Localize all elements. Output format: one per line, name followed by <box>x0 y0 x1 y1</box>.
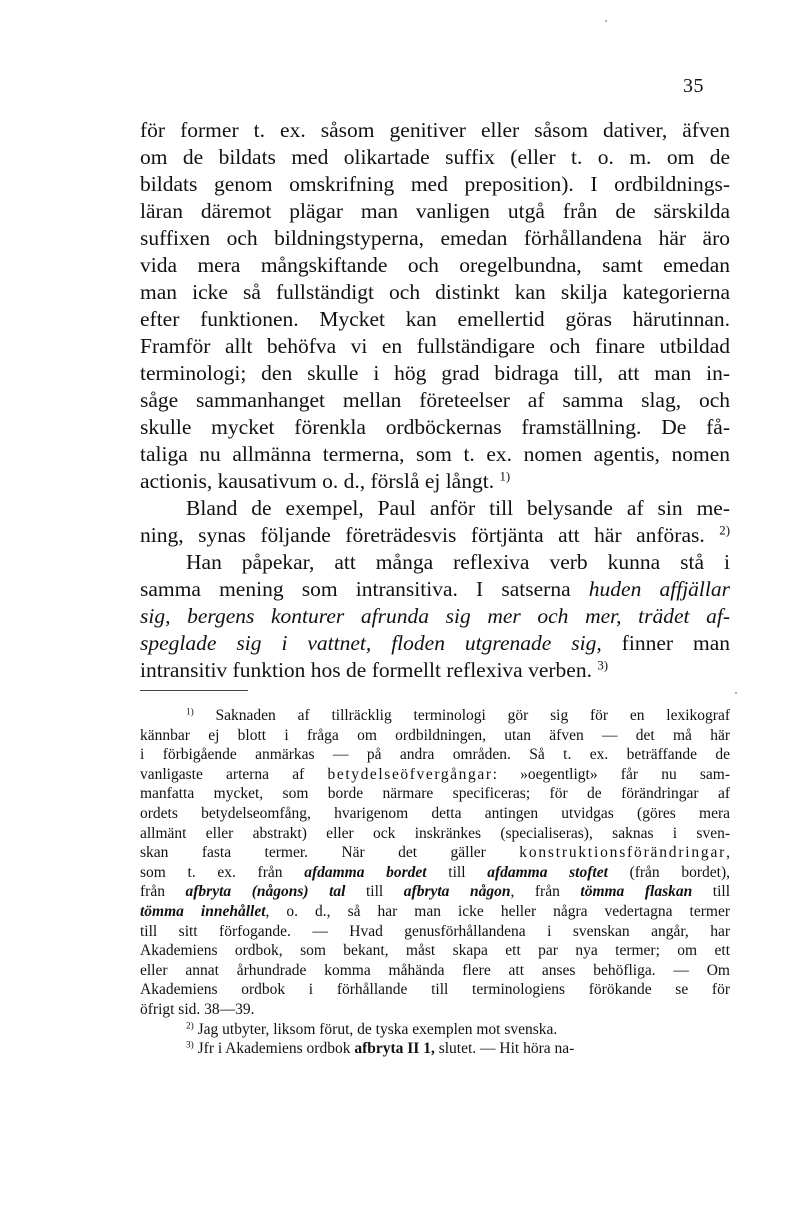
text-line: såge sammanhanget mellan företeelser af samma slag, och <box>140 388 730 412</box>
text-line: vida mera mångskiftande och oregelbundna, samt emedan <box>140 253 730 277</box>
text-line: terminologi; den skulle i hög grad bidraga till, att man in- <box>140 361 730 385</box>
footnote-line <box>140 1039 730 1059</box>
footnote-ref-3: 3) <box>597 658 609 673</box>
footnote-mark-3: 3) <box>186 1040 194 1051</box>
italic-example: speglade sig i vattnet, floden utgrenade sig, <box>140 631 602 655</box>
text-segment: , <box>726 844 730 862</box>
text-line: om de bildats med olikartade suffix (eller t. o. m. om de <box>140 145 730 169</box>
text-line <box>140 603 730 630</box>
text-line: suffixen och bildningstyperna, emedan förhållandena här äro <box>140 226 730 250</box>
text-segment: slutet. — Hit höra na- <box>434 1040 575 1058</box>
italic-example: afdamma bordet <box>304 863 427 881</box>
text-line <box>140 522 730 549</box>
text-segment: samma mening som intransitiva. I satserna <box>140 577 589 601</box>
text-segment: till <box>692 883 731 901</box>
text-line <box>140 657 730 684</box>
scan-speck <box>735 692 737 694</box>
footnote-line: öfrigt sid. 38—39. <box>140 1000 255 1018</box>
text-segment: Jfr i Akademiens ordbok <box>193 1040 355 1058</box>
footnote-line <box>140 863 730 883</box>
text-line <box>140 630 730 657</box>
text-segment: till <box>426 863 488 881</box>
text-segment: actionis, kausativum o. d., förslå ej långt. <box>140 469 495 493</box>
text-segment: som t. ex. från <box>140 863 305 881</box>
text-line: man icke så fullständigt och distinkt kan skilja kategorierna <box>140 280 730 304</box>
text-segment: , o. d., så har man icke heller några vedertagna termer <box>265 902 731 920</box>
text-line <box>140 468 730 495</box>
text-segment: : »oegentligt» får nu sam- <box>492 765 731 783</box>
text-line: Han påpekar, att många reflexiva verb kunna stå i <box>186 550 730 574</box>
italic-example: tömma flaskan <box>580 883 693 901</box>
text-segment: Jag utbyter, liksom förut, de tyska exemplen mot svenska. <box>193 1020 558 1038</box>
footnote-line: Akademiens ordbok i förhållande till terminologiens förökande se för <box>140 981 730 999</box>
footnote-ref-2: 2) <box>719 523 730 538</box>
page-number: 35 <box>683 75 704 97</box>
footnote-line: eller annat århundrade komma måhända flere att anses behöfliga. — Om <box>140 961 730 979</box>
text-line: bildats genom omskrifning med preposition). I ordbildnings- <box>140 172 730 196</box>
footnote-line <box>140 902 730 922</box>
footnote-divider <box>140 690 248 691</box>
text-line: Bland de exempel, Paul anför till belysande af sin me- <box>186 496 730 520</box>
footnote-line <box>140 843 730 863</box>
text-segment: , från <box>510 883 581 901</box>
text-line: efter funktionen. Mycket kan emellertid göras härutinnan. <box>140 307 730 331</box>
footnote-line <box>140 765 730 785</box>
footnote-line: allmänt eller abstrakt) eller ock inskränkes (specialiseras), saknas i sven- <box>140 824 730 842</box>
text-segment: vanligaste arterna af <box>140 765 328 783</box>
italic-example: afdamma stoftet <box>487 863 608 881</box>
text-line: för former t. ex. såsom genitiver eller såsom dativer, äfven <box>140 118 730 142</box>
spaced-term: konstruktionsförändringar <box>519 844 727 862</box>
footnote-line: manfatta mycket, som borde närmare specificeras; för de förändringar af <box>140 785 730 803</box>
spaced-term: betydelseöfvergångar <box>327 765 493 783</box>
text-segment: (från bordet), <box>607 863 730 881</box>
text-line: skulle mycket förenkla ordböckernas framställning. De få- <box>140 415 730 439</box>
footnote-mark-1: 1) <box>186 707 194 718</box>
text-line <box>140 576 730 603</box>
footnote-line: kännbar ej blott i fråga om ordbildningen, utan äfven — det må här <box>140 726 730 744</box>
italic-example: afbryta (någons) tal <box>185 883 346 901</box>
italic-example: tömma innehållet <box>140 902 266 920</box>
text-line: Framför allt behöfva vi en fullständigare och finare utbildad <box>140 334 730 358</box>
italic-example: huden affjällar <box>588 577 730 601</box>
footnote-mark-2: 2) <box>186 1020 194 1031</box>
footnote-line <box>140 882 730 902</box>
text-segment: ning, synas följande företrädesvis förtjänta att här anföras. <box>140 523 705 547</box>
text-segment: från <box>140 883 186 901</box>
footnote-line: i förbigående anmärkas — på andra områden. Så t. ex. beträffande de <box>140 746 730 764</box>
italic-example: sig, bergens konturer afrunda sig mer och mer, trädet af- <box>140 604 730 628</box>
text-segment: finner man <box>601 631 730 655</box>
footnote-line <box>140 1020 730 1040</box>
text-segment: Saknaden af tillräcklig terminologi gör sig för en lexikograf <box>193 707 730 724</box>
footnote-line: till sitt förfogande. — Hvad genusförhållandena i svenskan angår, har <box>140 922 730 940</box>
bold-reference: afbryta II 1, <box>354 1040 435 1058</box>
text-segment: skan fasta termer. När det gäller <box>140 844 520 862</box>
main-text <box>140 117 730 684</box>
footnote-line: ordets betydelseomfång, hvarigenom detta antingen utvidgas (göres mera <box>140 804 730 822</box>
footnote-ref-1: 1) <box>499 469 511 484</box>
text-segment: intransitiv funktion hos de formellt reflexiva verben. <box>140 658 592 682</box>
text-line: taliga nu allmänna termerna, som t. ex. nomen agentis, nomen <box>140 442 730 466</box>
text-segment: till <box>345 883 404 901</box>
text-line: läran däremot plägar man vanligen utgå från de särskilda <box>140 199 730 223</box>
footnote-line: Akademiens ordbok, som bekant, måst skapa ett par nya termer; om ett <box>140 942 730 960</box>
footnotes <box>140 706 730 1059</box>
italic-example: afbryta någon <box>403 883 511 901</box>
footnote-line <box>140 706 730 726</box>
scan-speck <box>605 20 607 22</box>
